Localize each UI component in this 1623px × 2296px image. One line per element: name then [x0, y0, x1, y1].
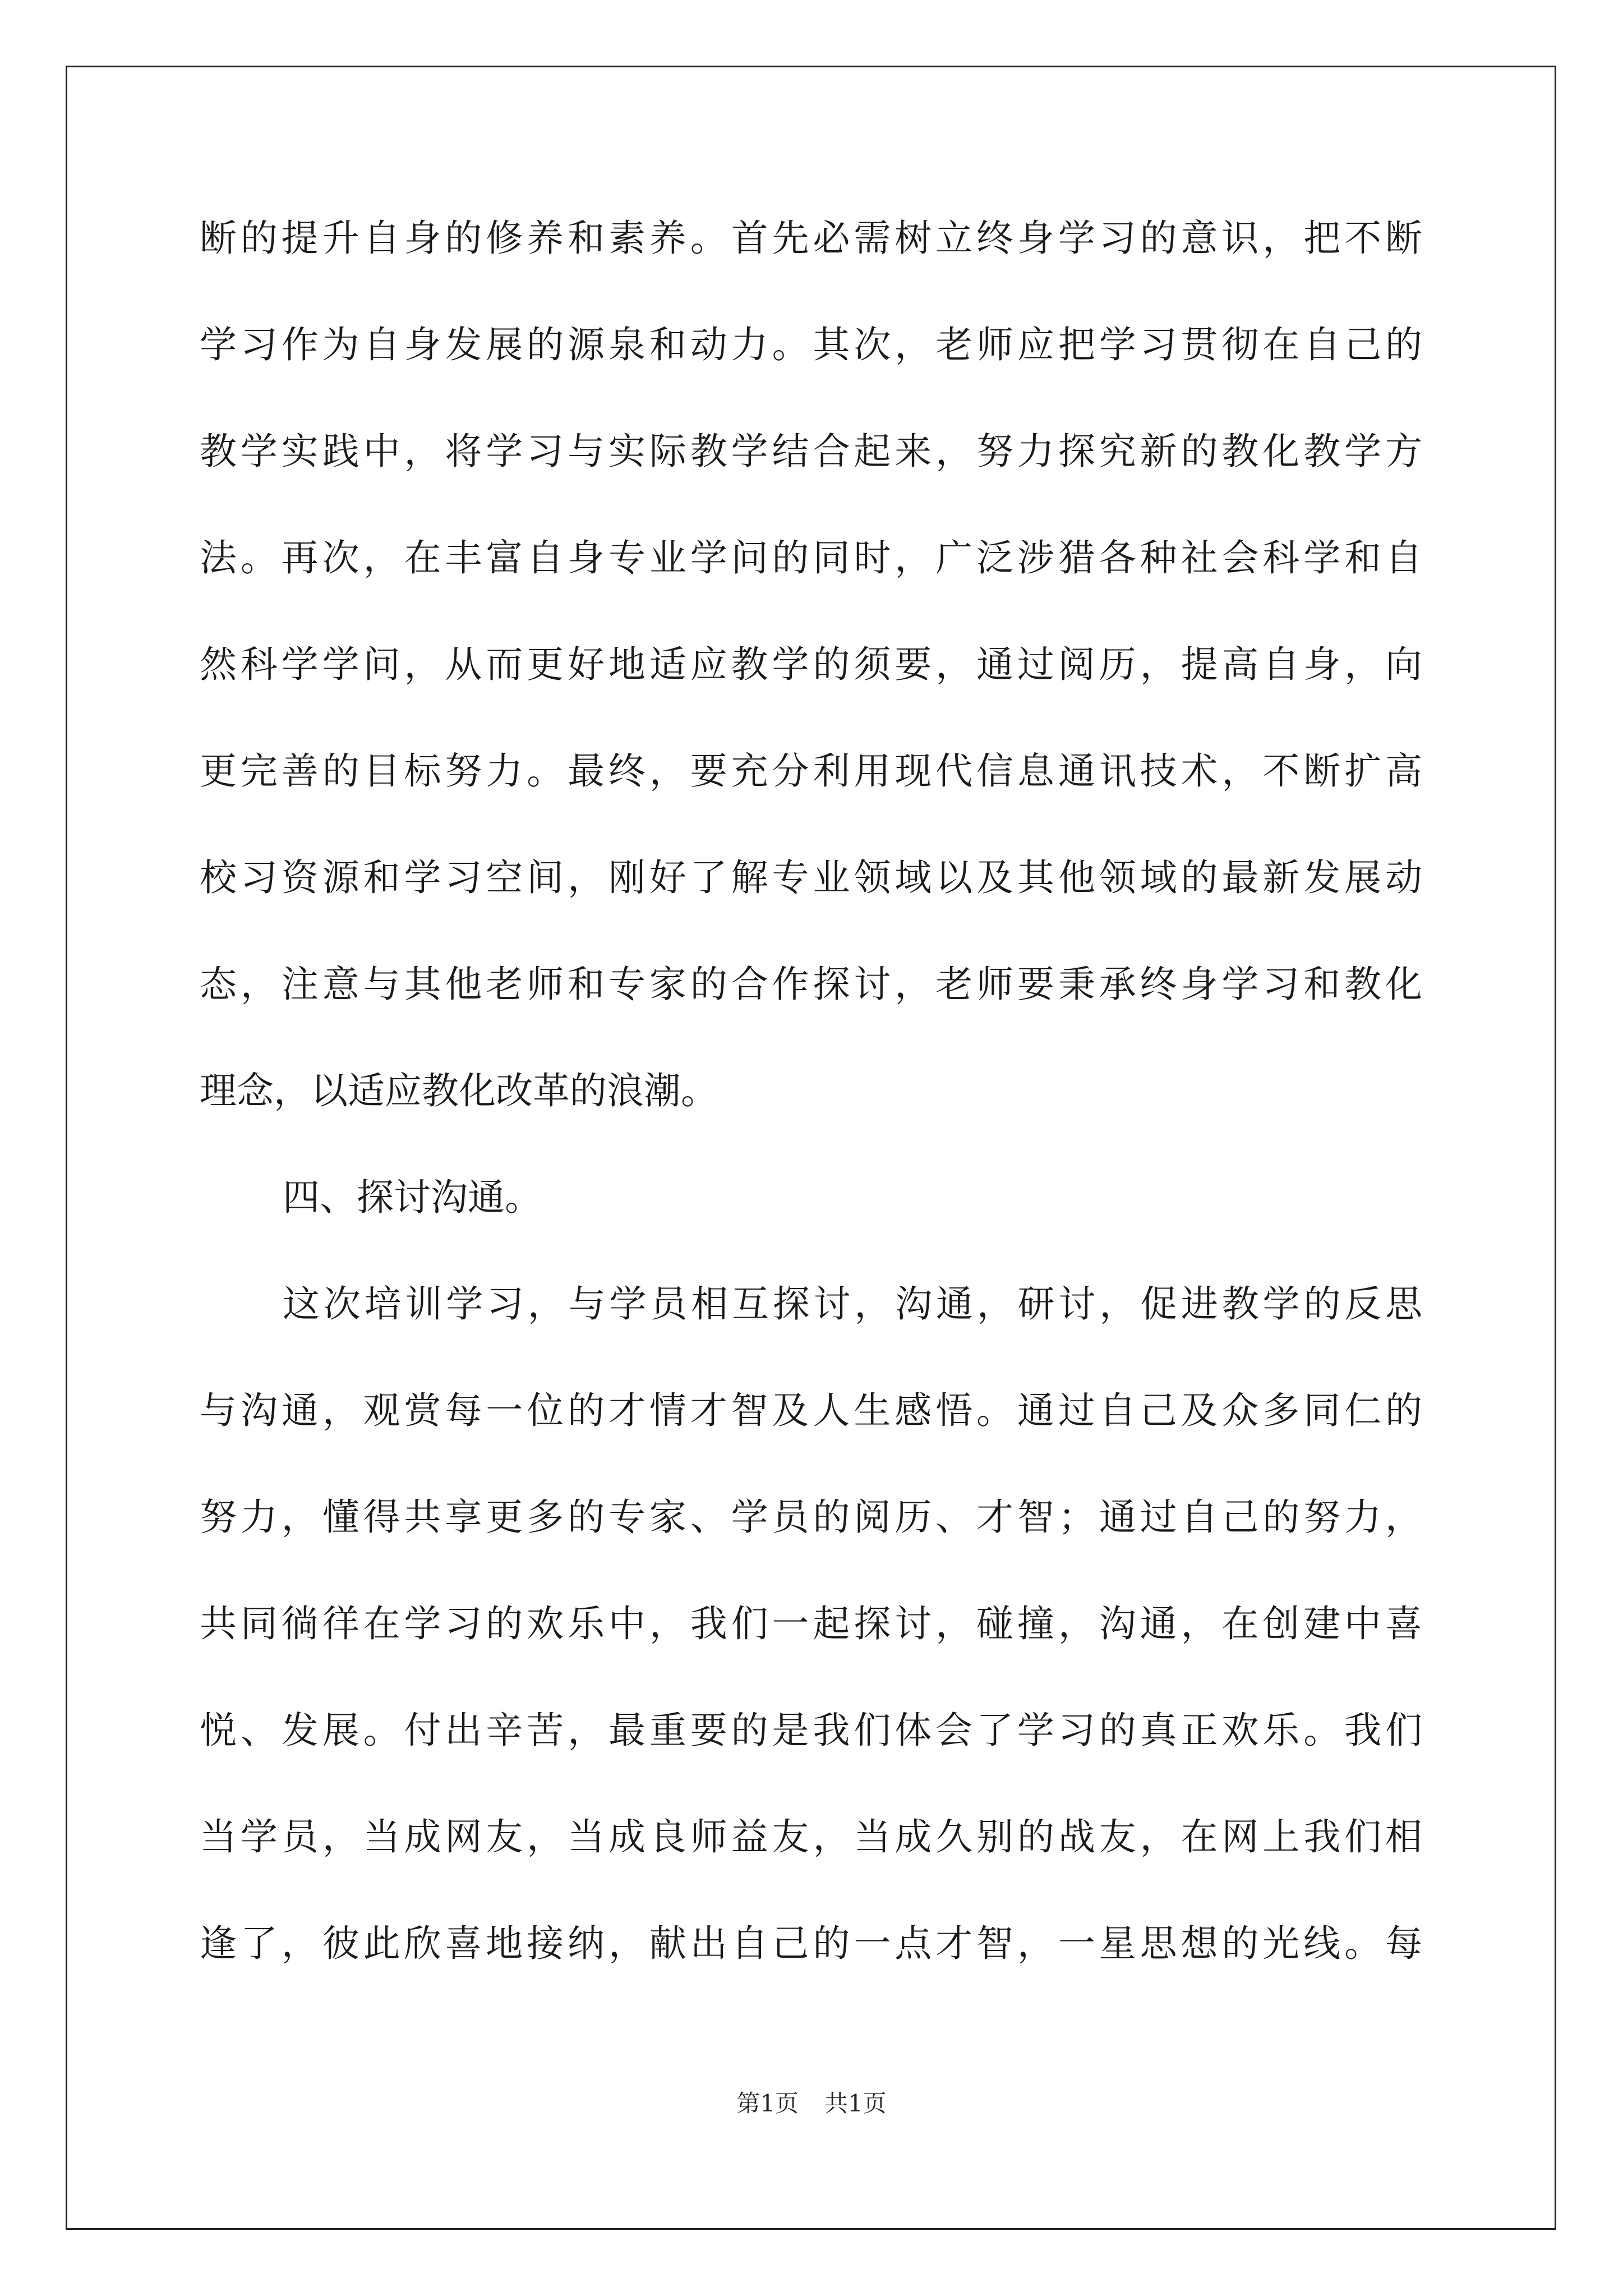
page-footer: [0, 2090, 1623, 2118]
paragraph-end-line: 理念，以适应教化改革的浪潮。: [200, 1069, 718, 1112]
page-total: 共1页: [824, 2090, 887, 2117]
text-line-16: 当学员，当成网友，当成良师益友，当成久别的战友，在网上我们相: [200, 1815, 1422, 1858]
text-line-12: 与沟通，观赏每一位的才情才智及人生感悟。通过自己及众多同仁的: [200, 1389, 1422, 1432]
text-line-8: 态，注意与其他老师和专家的合作探讨，老师要秉承终身学习和教化: [200, 963, 1422, 1006]
text-line-3: 教学实践中，将学习与实际教学结合起来，努力探究新的教化教学方: [200, 430, 1422, 473]
text-line-17: 逢了，彼此欣喜地接纳，献出自己的一点才智，一星思想的光线。每: [200, 1922, 1422, 1965]
text-line-4: 法。再次，在丰富自身专业学问的同时，广泛涉猎各种社会科学和自: [200, 536, 1422, 579]
text-line-13: 努力，懂得共享更多的专家、学员的阅历、才智；通过自己的努力，: [200, 1496, 1422, 1539]
paragraph-start-line: 这次培训学习，与学员相互探讨，沟通，研讨，促进教学的反思: [283, 1282, 1422, 1326]
text-line-15: 悦、发展。付出辛苦，最重要的是我们体会了学习的真正欢乐。我们: [200, 1709, 1422, 1752]
text-line-2: 学习作为自身发展的源泉和动力。其次，老师应把学习贯彻在自己的: [200, 323, 1422, 366]
text-line-14: 共同徜徉在学习的欢乐中，我们一起探讨，碰撞，沟通，在创建中喜: [200, 1602, 1422, 1645]
text-line-6: 更完善的目标努力。最终，要充分利用现代信息通讯技术，不断扩高: [200, 749, 1422, 793]
section-heading: 四、探讨沟通。: [283, 1176, 542, 1219]
page-number: 第1页: [736, 2090, 799, 2117]
text-line-5: 然科学学问，从而更好地适应教学的须要，通过阅历，提高自身，向: [200, 643, 1422, 686]
text-line-1: 断的提升自身的修养和素养。首先必需树立终身学习的意识，把不断: [200, 217, 1422, 260]
document-body: [200, 213, 1422, 2025]
text-line-7: 校习资源和学习空间，刚好了解专业领域以及其他领域的最新发展动: [200, 856, 1422, 899]
